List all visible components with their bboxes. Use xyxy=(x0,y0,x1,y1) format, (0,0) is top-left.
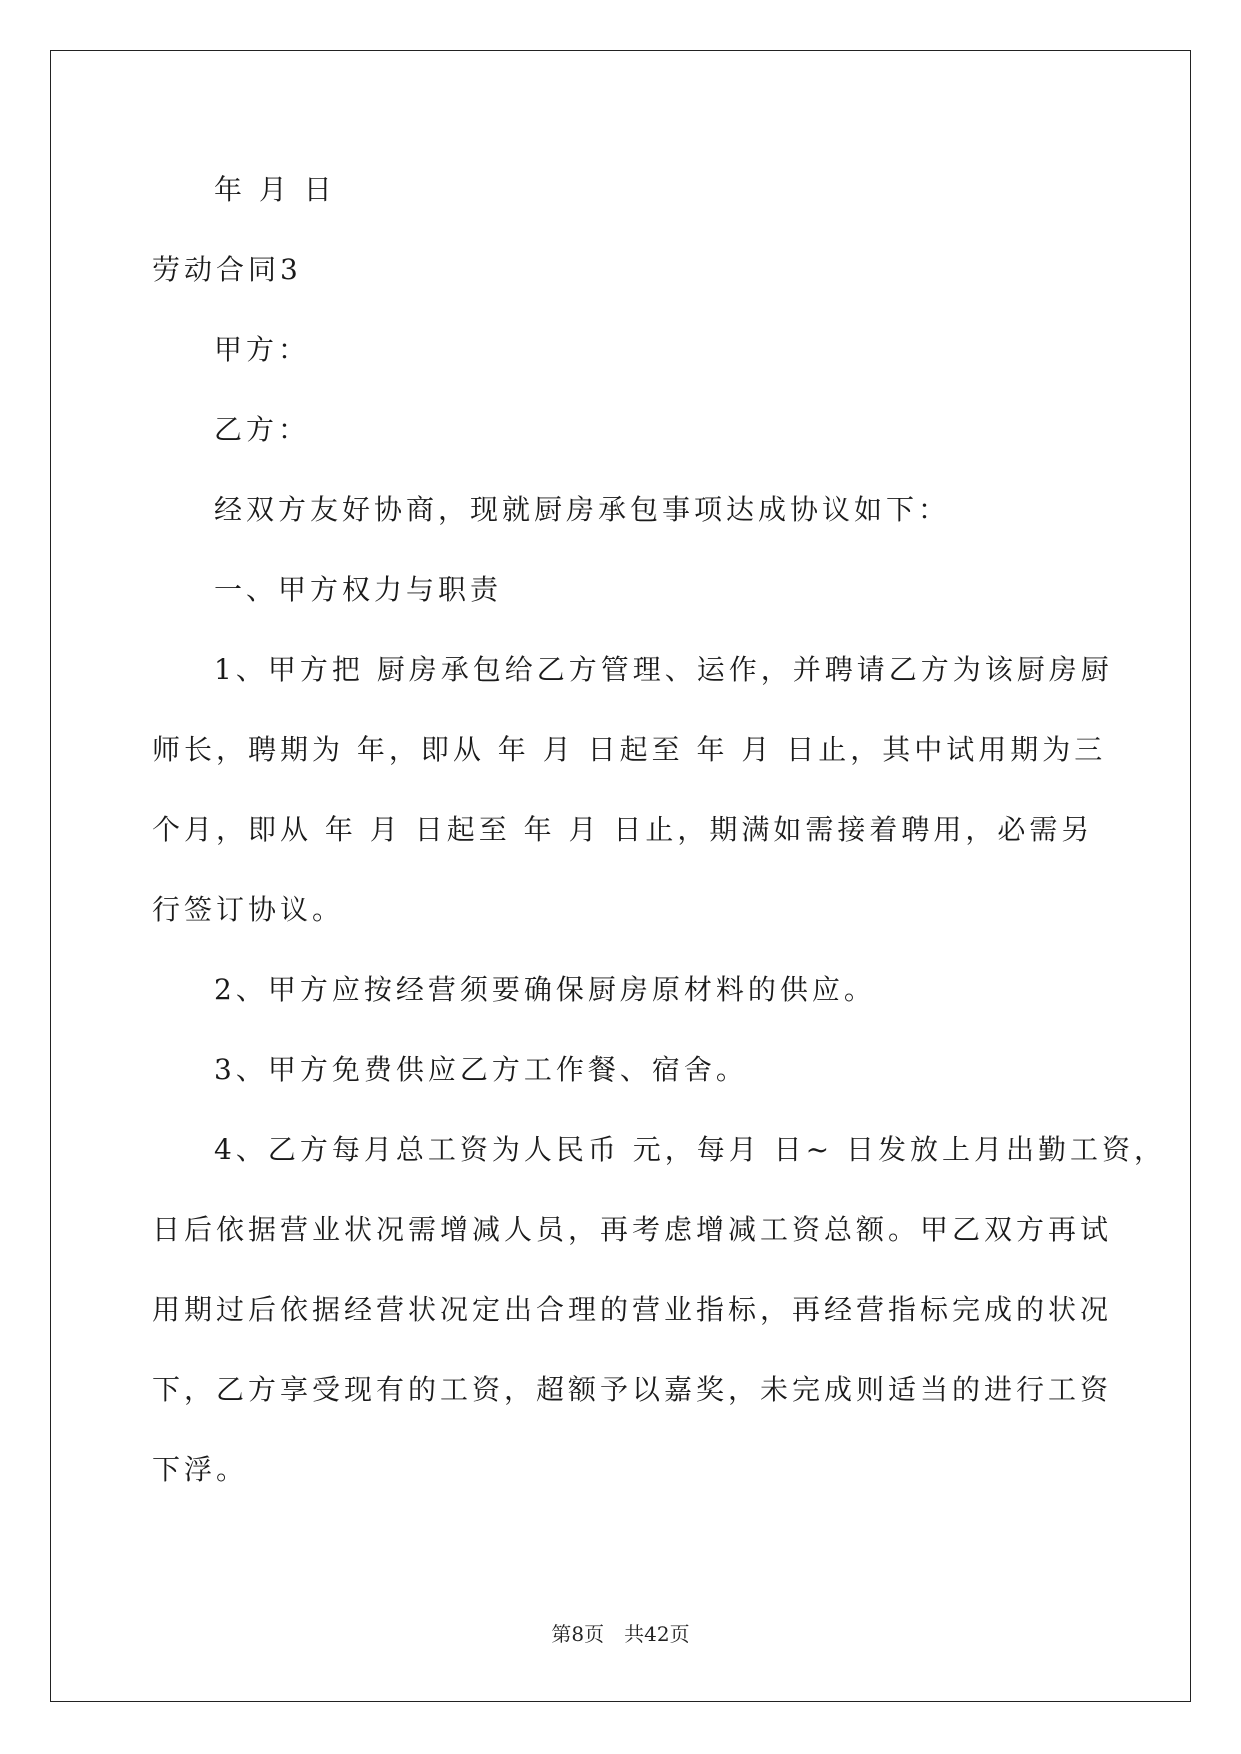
date-line: 年 月 日 xyxy=(214,173,336,206)
party-a-line: 甲方： xyxy=(214,333,311,366)
clause-4-line-1: 4、乙方每月总工资为人民币 元，每月 日~ 日发放上月出勤工资， xyxy=(214,1133,1166,1166)
clause-1-line-4: 行签订协议。 xyxy=(152,893,345,926)
clause-1-line-2: 师长，聘期为 年，即从 年 月 日起至 年 月 日止，其中试用期为三 xyxy=(152,733,1107,766)
clause-2: 2、甲方应按经营须要确保厨房原材料的供应。 xyxy=(214,973,876,1006)
section-heading: 一、甲方权力与职责 xyxy=(214,573,503,606)
clause-4-line-2: 日后依据营业状况需增减人员，再考虑增减工资总额。甲乙双方再试 xyxy=(152,1213,1113,1246)
clause-1-line-1: 1、甲方把 厨房承包给乙方管理、运作，并聘请乙方为该厨房厨 xyxy=(214,653,1113,686)
clause-3: 3、甲方免费供应乙方工作餐、宿舍。 xyxy=(214,1053,748,1086)
party-b-line: 乙方： xyxy=(214,413,311,446)
contract-title: 劳动合同3 xyxy=(152,253,302,286)
preamble-line: 经双方友好协商，现就厨房承包事项达成协议如下： xyxy=(214,493,951,526)
clause-4-line-3: 用期过后依据经营状况定出合理的营业指标，再经营指标完成的状况 xyxy=(152,1293,1113,1326)
clause-4-line-4: 下，乙方享受现有的工资，超额予以嘉奖，未完成则适当的进行工资 xyxy=(152,1373,1113,1406)
clause-4-line-5: 下浮。 xyxy=(152,1453,249,1486)
page-number: 第8页 共42页 xyxy=(551,1622,690,1646)
clause-1-line-3: 个月，即从 年 月 日起至 年 月 日止，期满如需接着聘用，必需另 xyxy=(152,813,1094,846)
